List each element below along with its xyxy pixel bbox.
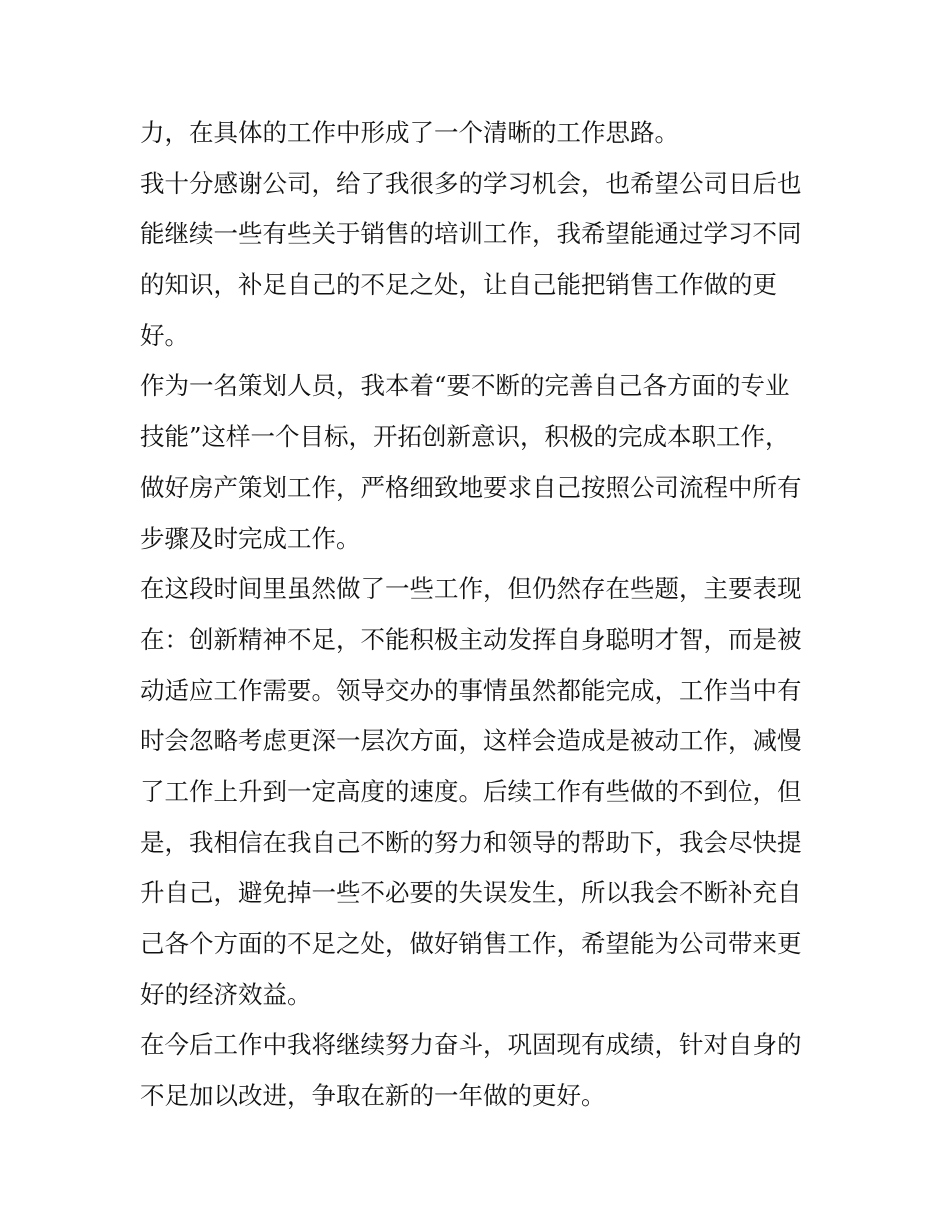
text-line: 己各个方面的不足之处，做好销售工作，希望能为公司带来更 [140,929,802,958]
text-line: 好。 [140,320,189,350]
text-line: 不足加以改进，争取在新的一年做的更好。 [140,1081,606,1111]
text-line: 技能”这样一个目标，开拓创新意识，积极的完成本职工作， [140,422,790,452]
text-line: 力，在具体的工作中形成了一个清晰的工作思路。 [140,118,679,147]
text-line: 我十分感谢公司，给了我很多的学习机会，也希望公司日后也 [140,168,802,198]
body-text [140,108,820,1122]
text-line: 好的经济效益。 [140,979,312,1009]
text-line: 作为一名策划人员，我本着“要不断的完善自己各方面的专业 [140,371,790,401]
text-line: 做好房产策划工作，严格细致地要求自己按照公司流程中所有 [140,472,802,502]
text-line: 在：创新精神不足，不能积极主动发挥自身聪明才智，而是被 [140,624,802,654]
text-line: 升自己，避免掉一些不必要的失误发生，所以我会不断补充自 [140,878,802,908]
text-line: 是，我相信在我自己不断的努力和领导的帮助下，我会尽快提 [140,827,802,857]
text-line: 的知识，补足自己的不足之处，让自己能把销售工作做的更 [140,270,777,300]
text-line: 了工作上升到一定高度的速度。后续工作有些做的不到位，但 [140,776,802,806]
text-line: 在今后工作中我将继续努力奋斗，巩固现有成绩，针对自身的 [140,1030,802,1060]
text-line: 能继续一些有些关于销售的培训工作，我希望能通过学习不同 [140,219,802,249]
text-line: 在这段时间里虽然做了一些工作，但仍然存在些题，主要表现 [140,574,802,604]
text-line: 动适应工作需要。领导交办的事情虽然都能完成，工作当中有 [140,675,802,705]
text-line: 时会忽略考虑更深一层次方面，这样会造成是被动工作，减慢 [140,726,802,756]
text-line: 步骤及时完成工作。 [140,523,361,553]
